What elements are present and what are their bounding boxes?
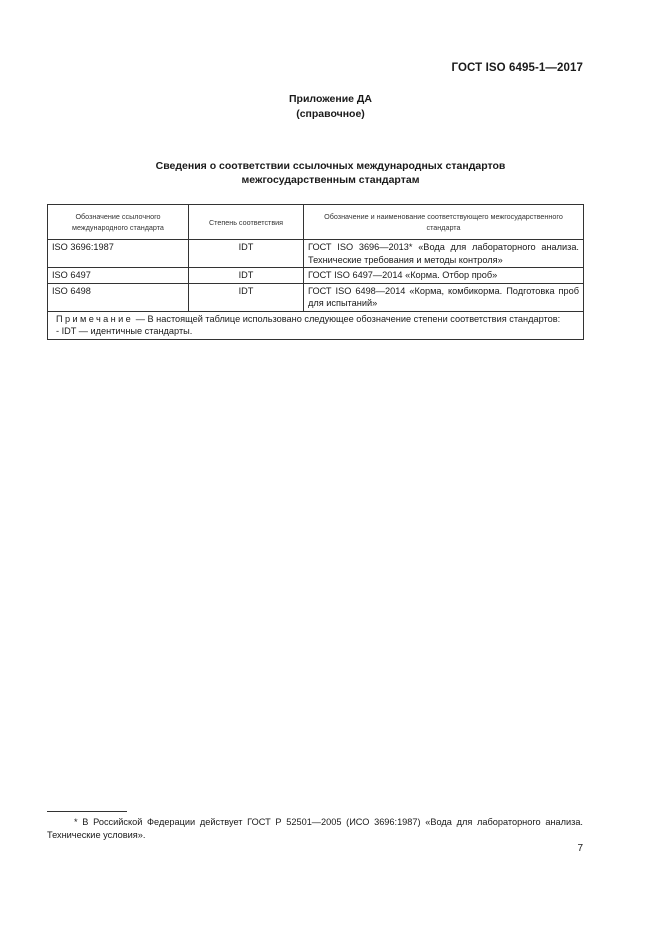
document-header-standard-number: ГОСТ ISO 6495-1—2017 — [451, 62, 583, 74]
table-row — [48, 268, 584, 284]
column-header-national: Обозначение и наименование соответствующего межгосударственного стандарта — [304, 205, 584, 240]
cell-reference: ISO 6497 — [48, 268, 189, 284]
cell-degree: IDT — [189, 283, 304, 311]
table-note-item: - IDT — идентичные стандарты. — [56, 326, 193, 336]
table-header-row — [48, 205, 584, 240]
section-title-line1: Сведения о соответствии ссылочных международных стандартов — [155, 160, 506, 172]
section-title — [0, 159, 661, 187]
footnote-text: * В Российской Федерации действует ГОСТ Р 52501—2005 (ИСО 3696:1987) «Вода для лабораторного анализа. Технические условия». — [47, 817, 583, 840]
cell-national: ГОСТ ISO 3696—2013* «Вода для лабораторного анализа. Технические требования и методы контроля» — [304, 240, 584, 268]
cell-reference: ISO 6498 — [48, 283, 189, 311]
cell-national: ГОСТ ISO 6497—2014 «Корма. Отбор проб» — [304, 268, 584, 284]
cell-national: ГОСТ ISO 6498—2014 «Корма, комбикорма. Подготовка проб для испытаний» — [304, 283, 584, 311]
table-note — [48, 311, 584, 339]
table-note-label: Примечание — [56, 313, 134, 324]
cell-degree: IDT — [189, 268, 304, 284]
cell-degree: IDT — [189, 240, 304, 268]
column-header-degree: Степень соответствия — [189, 205, 304, 240]
footnote — [47, 816, 583, 842]
correspondence-table — [47, 204, 584, 340]
cell-reference: ISO 3696:1987 — [48, 240, 189, 268]
section-title-line2: межгосударственным стандартам — [241, 174, 420, 186]
annex-title: Приложение ДА — [289, 93, 372, 105]
table-note-line — [52, 313, 579, 326]
column-header-reference: Обозначение ссылочного международного стандарта — [48, 205, 189, 240]
table-note-row — [48, 311, 584, 339]
annex-type: (справочное) — [296, 108, 365, 120]
footnote-divider — [47, 811, 127, 812]
table-row — [48, 240, 584, 268]
annex-heading — [0, 92, 661, 122]
table-note-text: — В настоящей таблице использовано следующее обозначение степени соответствия стандартов: — [133, 313, 561, 324]
page-number: 7 — [577, 843, 583, 854]
table-row — [48, 283, 584, 311]
